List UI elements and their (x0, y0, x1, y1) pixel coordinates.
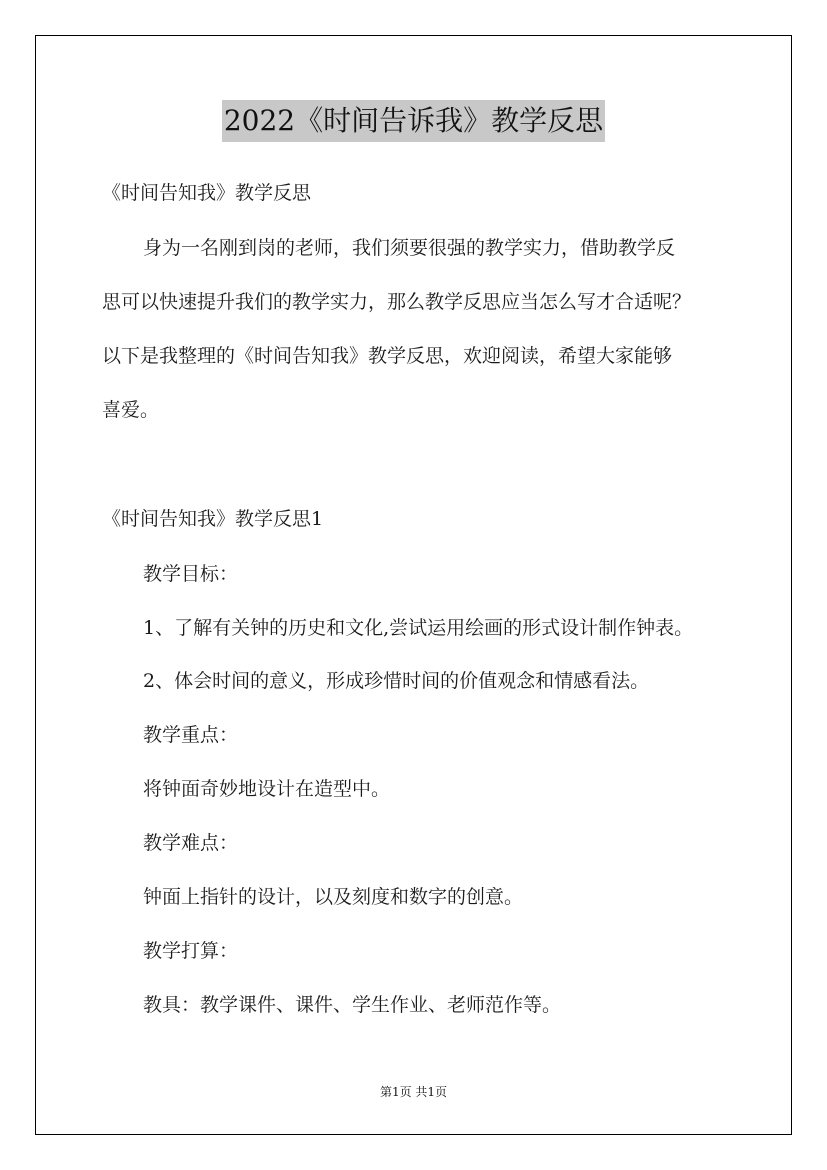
page-footer: 第1页 共1页 (379, 1085, 448, 1099)
section-heading: 《时间告知我》教学反思1 (102, 508, 324, 530)
paragraph-teaching-goals-label: 教学目标： (143, 563, 239, 585)
title-container (0, 100, 827, 142)
intro-line-2: 思可以快速提升我们的教学实力，那么教学反思应当怎么写才合适呢？ (102, 291, 692, 313)
paragraph-preparation-label: 教学打算： (143, 940, 239, 962)
paragraph-key-point: 将钟面奇妙地设计在造型中。 (143, 778, 391, 800)
intro-line-4: 喜爱。 (102, 399, 160, 421)
paragraph-key-points-label: 教学重点： (143, 724, 239, 746)
paragraph-difficulty-label: 教学难点： (143, 832, 239, 854)
paragraph-teaching-aids: 教具：教学课件、课件、学生作业、老师范作等。 (143, 994, 562, 1016)
paragraph-goal-1: 1、了解有关钟的历史和文化,尝试运用绘画的形式设计制作钟表。 (143, 617, 694, 639)
paragraph-difficulty: 钟面上指针的设计，以及刻度和数字的创意。 (143, 886, 524, 908)
document-title: 2022《时间告诉我》教学反思 (222, 100, 605, 142)
subtitle: 《时间告知我》教学反思 (102, 182, 312, 204)
paragraph-goal-2: 2、体会时间的意义，形成珍惜时间的价值观念和情感看法。 (143, 670, 650, 692)
intro-line-1: 身为一名刚到岗的老师，我们须要很强的教学实力，借助教学反 (143, 237, 676, 259)
intro-line-3: 以下是我整理的《时间告知我》教学反思，欢迎阅读，希望大家能够 (102, 345, 673, 367)
